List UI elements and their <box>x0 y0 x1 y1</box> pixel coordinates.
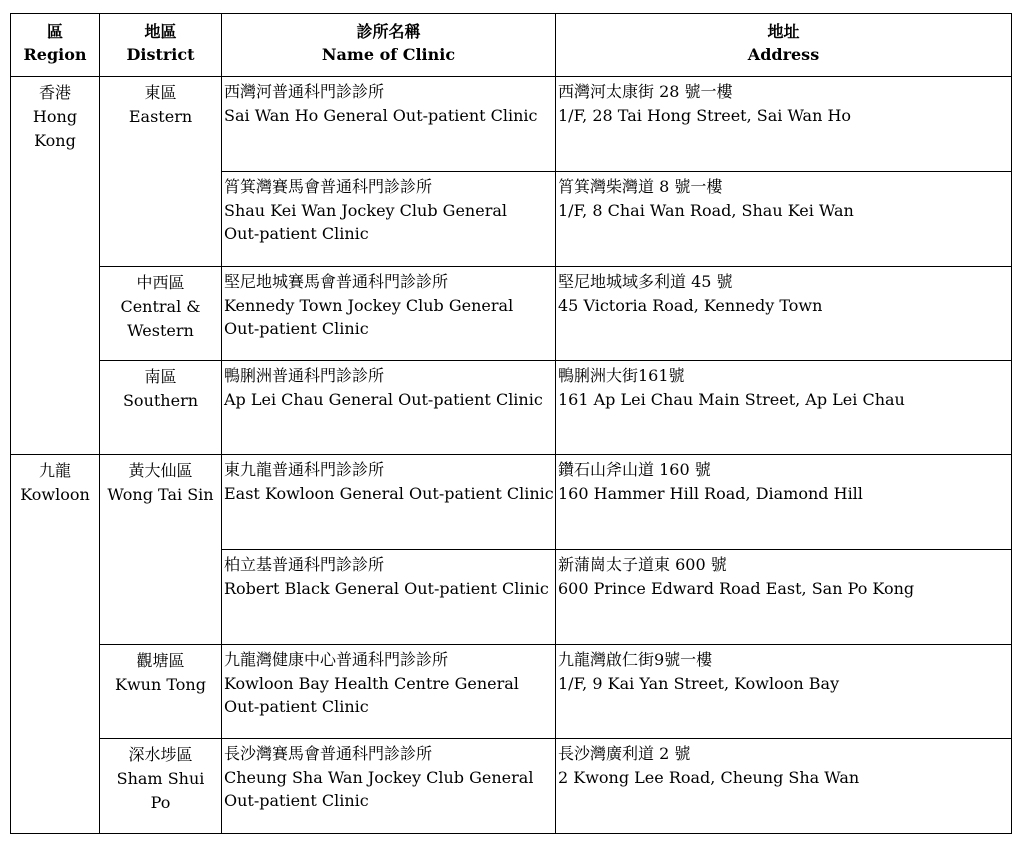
district-cell <box>100 645 222 739</box>
clinic-name-cell <box>222 172 556 267</box>
address-zh: 九龍灣啟仁街9號一樓 <box>558 650 713 669</box>
header-clinic-name <box>222 14 556 77</box>
district-en: Central & <box>120 297 201 316</box>
district-zh: 中西區 <box>136 273 185 292</box>
district-zh: 深水埗區 <box>128 745 193 764</box>
header-region <box>11 14 100 77</box>
district-cell <box>100 77 222 267</box>
district-zh: 東區 <box>144 83 177 102</box>
clinic-name-zh: 堅尼地城賽馬會普通科門診診所 <box>224 272 449 291</box>
clinic-name-en: Kennedy Town Jockey Club General <box>224 296 514 315</box>
district-cell <box>100 455 222 645</box>
clinic-name-en: Cheung Sha Wan Jockey Club General <box>224 768 534 787</box>
table-row <box>11 361 1012 455</box>
clinic-name-en: Out-patient Clinic <box>224 224 369 243</box>
clinic-name-en: Ap Lei Chau General Out-patient Clinic <box>224 390 543 409</box>
address-cell <box>556 550 1012 645</box>
clinic-name-en: Robert Black General Out-patient Clinic <box>224 579 549 598</box>
clinic-name-zh: 鴨脷洲普通科門診診所 <box>224 366 385 385</box>
header-clinic-name-en: Name of Clinic <box>321 45 456 64</box>
header-district-en: District <box>126 45 195 64</box>
address-en: 161 Ap Lei Chau Main Street, Ap Lei Chau <box>558 390 905 409</box>
clinic-name-zh: 九龍灣健康中心普通科門診診所 <box>224 650 449 669</box>
clinic-name-cell <box>222 645 556 739</box>
district-zh: 南區 <box>144 367 177 386</box>
district-cell <box>100 739 222 834</box>
clinic-name-cell <box>222 739 556 834</box>
district-cell <box>100 267 222 361</box>
address-en: 2 Kwong Lee Road, Cheung Sha Wan <box>558 768 860 787</box>
clinic-name-cell <box>222 361 556 455</box>
address-cell <box>556 172 1012 267</box>
clinic-name-zh: 柏立基普通科門診診所 <box>224 555 385 574</box>
header-region-zh: 區 <box>46 22 63 41</box>
address-cell <box>556 455 1012 550</box>
address-zh: 西灣河太康街 28 號一樓 <box>558 82 733 101</box>
table-row <box>11 77 1012 172</box>
region-zh: 香港 <box>38 83 71 102</box>
address-zh: 鴨脷洲大街161號 <box>558 366 685 385</box>
region-cell <box>11 455 100 834</box>
header-clinic-name-zh: 診所名稱 <box>356 22 421 41</box>
clinic-name-en: Out-patient Clinic <box>224 791 369 810</box>
clinic-name-en: Out-patient Clinic <box>224 697 369 716</box>
table-row <box>11 739 1012 834</box>
district-en: Sham Shui <box>116 769 205 788</box>
district-en: Southern <box>122 391 199 410</box>
address-zh: 長沙灣廣利道 2 號 <box>558 744 691 763</box>
region-en: Hong <box>32 107 78 126</box>
district-en: Western <box>127 321 194 340</box>
district-en: Po <box>150 793 171 812</box>
address-zh: 新蒲崗太子道東 600 號 <box>558 555 727 574</box>
clinic-name-cell <box>222 455 556 550</box>
table-row <box>11 645 1012 739</box>
address-zh: 筲箕灣柴灣道 8 號一樓 <box>558 177 723 196</box>
clinic-name-en: Sai Wan Ho General Out-patient Clinic <box>224 106 538 125</box>
header-district-zh: 地區 <box>144 22 177 41</box>
clinic-name-en: Kowloon Bay Health Centre General <box>224 674 519 693</box>
region-cell <box>11 77 100 455</box>
address-cell <box>556 267 1012 361</box>
header-address-zh: 地址 <box>767 22 800 41</box>
table-row <box>11 455 1012 550</box>
address-zh: 堅尼地城域多利道 45 號 <box>558 272 733 291</box>
clinic-name-cell <box>222 77 556 172</box>
address-en: 1/F, 8 Chai Wan Road, Shau Kei Wan <box>558 201 854 220</box>
address-en: 160 Hammer Hill Road, Diamond Hill <box>558 484 863 503</box>
address-en: 45 Victoria Road, Kennedy Town <box>558 296 823 315</box>
header-region-en: Region <box>23 45 87 64</box>
region-en: Kong <box>34 131 76 150</box>
address-cell <box>556 739 1012 834</box>
clinic-name-en: Shau Kei Wan Jockey Club General <box>224 201 507 220</box>
clinic-name-cell <box>222 550 556 645</box>
clinic-name-zh: 東九龍普通科門診診所 <box>224 460 385 479</box>
address-cell <box>556 361 1012 455</box>
table-row <box>11 267 1012 361</box>
address-en: 1/F, 28 Tai Hong Street, Sai Wan Ho <box>558 106 852 125</box>
clinic-name-en: Out-patient Clinic <box>224 319 369 338</box>
address-zh: 鑽石山斧山道 160 號 <box>558 460 711 479</box>
header-row <box>11 14 1012 77</box>
clinic-name-cell <box>222 267 556 361</box>
header-district <box>100 14 222 77</box>
district-en: Wong Tai Sin <box>107 485 214 504</box>
clinic-name-en: East Kowloon General Out-patient Clinic <box>224 484 554 503</box>
address-cell <box>556 77 1012 172</box>
clinic-name-zh: 長沙灣賽馬會普通科門診診所 <box>224 744 433 763</box>
header-address <box>556 14 1012 77</box>
address-en: 1/F, 9 Kai Yan Street, Kowloon Bay <box>558 674 840 693</box>
district-cell <box>100 361 222 455</box>
district-zh: 觀塘區 <box>136 651 185 670</box>
region-zh: 九龍 <box>38 461 71 480</box>
address-cell <box>556 645 1012 739</box>
address-en: 600 Prince Edward Road East, San Po Kong <box>558 579 915 598</box>
clinic-table <box>10 13 1012 834</box>
clinic-name-zh: 筲箕灣賽馬會普通科門診診所 <box>224 177 433 196</box>
header-address-en: Address <box>747 45 820 64</box>
district-zh: 黃大仙區 <box>128 461 193 480</box>
region-en: Kowloon <box>20 485 90 504</box>
clinic-name-zh: 西灣河普通科門診診所 <box>224 82 385 101</box>
district-en: Eastern <box>128 107 193 126</box>
district-en: Kwun Tong <box>115 675 206 694</box>
